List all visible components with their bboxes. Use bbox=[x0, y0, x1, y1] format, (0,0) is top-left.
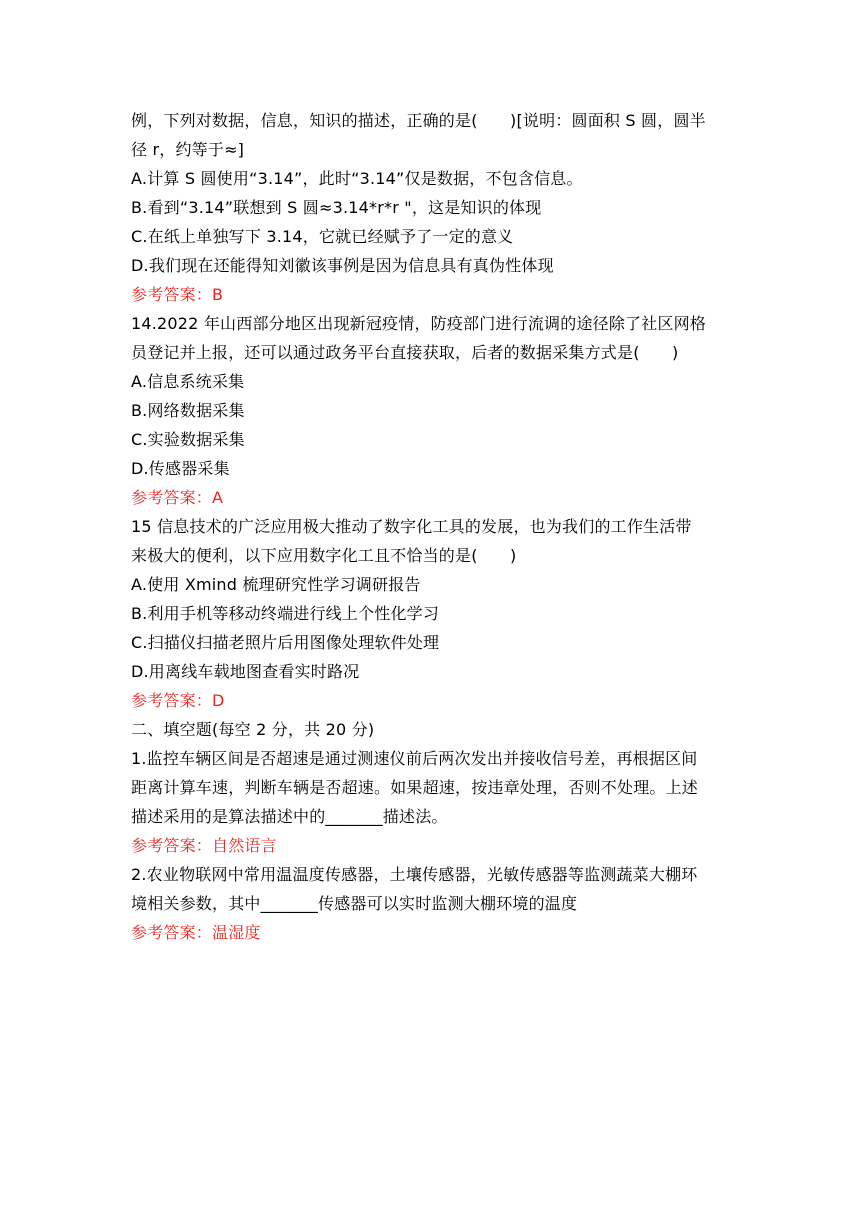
question-13-answer: 参考答案：B bbox=[131, 285, 224, 304]
question-14-answer: 参考答案：A bbox=[131, 488, 224, 507]
question-14-option-a: A.信息系统采集 bbox=[131, 372, 245, 391]
question-14 bbox=[131, 309, 733, 512]
fill-question-2 bbox=[131, 860, 733, 947]
fill-question-1-answer: 参考答案：自然语言 bbox=[131, 836, 277, 855]
fill-question-1-line-2: 距离计算车速，判断车辆是否超速。如果超速，按违章处理，否则不处理。上述 bbox=[131, 778, 699, 797]
question-14-option-d: D.传感器采集 bbox=[131, 459, 230, 478]
fill-question-2-line-1: 2.农业物联网中常用温温度传感器，土壤传感器，光敏传感器等监测蔬菜大棚环 bbox=[131, 865, 698, 884]
question-13-option-a: A.计算 S 圆使用“3.14”，此时“3.14”仅是数据，不包含信息。 bbox=[131, 169, 583, 188]
fill-question-2-answer: 参考答案：温湿度 bbox=[131, 923, 261, 942]
question-15-answer: 参考答案：D bbox=[131, 691, 225, 710]
fill-question-2-line-2: 境相关参数，其中_______传感器可以实时监测大棚环境的温度 bbox=[131, 894, 578, 913]
question-15-option-a: A.使用 Xmind 梳理研究性学习调研报告 bbox=[131, 575, 421, 594]
question-15-option-c: C.扫描仪扫描老照片后用图像处理软件处理 bbox=[131, 633, 440, 652]
question-13-option-d: D.我们现在还能得知刘徽该事例是因为信息具有真伪性体现 bbox=[131, 256, 554, 275]
section-2-heading: 二、填空题(每空 2 分，共 20 分) bbox=[131, 720, 375, 739]
question-13-stem-line-2: 径 r，约等于≈] bbox=[131, 140, 245, 159]
question-14-option-c: C.实验数据采集 bbox=[131, 430, 245, 449]
question-14-stem-line-1: 14.2022 年山西部分地区出现新冠疫情，防疫部门进行流调的途径除了社区网格 bbox=[131, 314, 707, 333]
fill-question-1 bbox=[131, 744, 733, 860]
fill-question-1-line-3: 描述采用的是算法描述中的_______描述法。 bbox=[131, 807, 448, 826]
question-15-stem-line-2: 来极大的便利，以下应用数字化工且不恰当的是( ) bbox=[131, 546, 517, 565]
document-content bbox=[131, 106, 733, 947]
question-13-stem-line-1: 例，下列对数据，信息，知识的描述，正确的是( )[说明：圆面积 S 圆，圆半 bbox=[131, 111, 706, 130]
fill-question-1-line-1: 1.监控车辆区间是否超速是通过测速仪前后两次发出并接收信号差，再根据区间 bbox=[131, 749, 698, 768]
question-13-option-b: B.看到“3.14”联想到 S 圆≈3.14*r*r "，这是知识的体现 bbox=[131, 198, 542, 217]
question-14-option-b: B.网络数据采集 bbox=[131, 401, 245, 420]
question-15-option-d: D.用离线车载地图查看实时路况 bbox=[131, 662, 360, 681]
question-13-option-c: C.在纸上单独写下 3.14，它就已经赋予了一定的意义 bbox=[131, 227, 514, 246]
question-15-option-b: B.利用手机等移动终端进行线上个性化学习 bbox=[131, 604, 440, 623]
question-13 bbox=[131, 106, 733, 309]
question-15-stem-line-1: 15 信息技术的广泛应用极大推动了数字化工具的发展，也为我们的工作生活带 bbox=[131, 517, 692, 536]
question-14-stem-line-2: 员登记并上报，还可以通过政务平台直接获取，后者的数据采集方式是( ) bbox=[131, 343, 679, 362]
question-15 bbox=[131, 512, 733, 715]
